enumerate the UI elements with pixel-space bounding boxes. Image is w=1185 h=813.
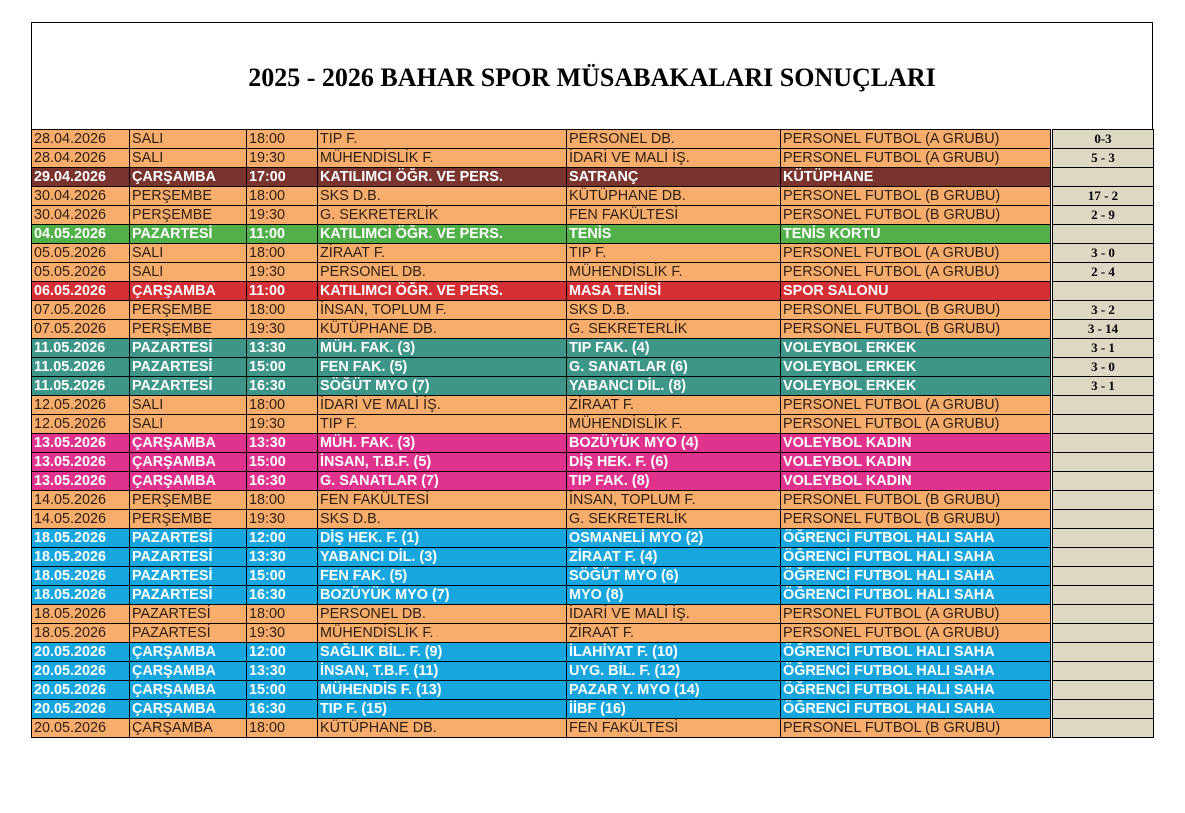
team2-cell: TENİS xyxy=(567,225,781,244)
time-cell: 18:00 xyxy=(247,491,318,510)
category-cell: SPOR SALONU xyxy=(781,282,1051,301)
table-row xyxy=(32,719,1154,738)
time-cell: 18:00 xyxy=(247,130,318,149)
team2-cell: FEN FAKÜLTESİ xyxy=(567,206,781,225)
table-row xyxy=(32,301,1154,320)
date-cell: 12.05.2026 xyxy=(32,396,130,415)
team1-cell: G. SEKRETERLİK xyxy=(318,206,567,225)
score-cell: 2 - 4 xyxy=(1053,263,1154,282)
table-row xyxy=(32,358,1154,377)
date-cell: 28.04.2026 xyxy=(32,130,130,149)
day-cell: PAZARTESİ xyxy=(130,529,247,548)
team1-cell: İDARİ VE MALİ İŞ. xyxy=(318,396,567,415)
score-cell: 5 - 3 xyxy=(1053,149,1154,168)
table-row xyxy=(32,339,1154,358)
category-cell: PERSONEL FUTBOL (A GRUBU) xyxy=(781,149,1051,168)
team2-cell: YABANCI DİL. (8) xyxy=(567,377,781,396)
date-cell: 14.05.2026 xyxy=(32,510,130,529)
team2-cell: İDARİ VE MALİ İŞ. xyxy=(567,149,781,168)
score-cell xyxy=(1053,282,1154,301)
team1-cell: BOZÜYÜK MYO (7) xyxy=(318,586,567,605)
time-cell: 18:00 xyxy=(247,396,318,415)
time-cell: 18:00 xyxy=(247,605,318,624)
table-row xyxy=(32,529,1154,548)
table-row xyxy=(32,700,1154,719)
time-cell: 19:30 xyxy=(247,149,318,168)
day-cell: ÇARŞAMBA xyxy=(130,681,247,700)
team2-cell: BOZÜYÜK MYO (4) xyxy=(567,434,781,453)
category-cell: VOLEYBOL ERKEK xyxy=(781,358,1051,377)
time-cell: 13:30 xyxy=(247,548,318,567)
team1-cell: PERSONEL DB. xyxy=(318,605,567,624)
table-row xyxy=(32,567,1154,586)
table-row xyxy=(32,624,1154,643)
time-cell: 13:30 xyxy=(247,662,318,681)
team1-cell: KÜTÜPHANE DB. xyxy=(318,320,567,339)
team1-cell: MÜH. FAK. (3) xyxy=(318,434,567,453)
team1-cell: MÜH. FAK. (3) xyxy=(318,339,567,358)
time-cell: 11:00 xyxy=(247,225,318,244)
category-cell: PERSONEL FUTBOL (B GRUBU) xyxy=(781,206,1051,225)
score-cell: 3 - 0 xyxy=(1053,358,1154,377)
team1-cell: İNSAN, T.B.F. (11) xyxy=(318,662,567,681)
day-cell: PAZARTESİ xyxy=(130,624,247,643)
team1-cell: SÖĞÜT MYO (7) xyxy=(318,377,567,396)
team1-cell: KATILIMCI ÖĞR. VE PERS. xyxy=(318,225,567,244)
team2-cell: TIP FAK. (4) xyxy=(567,339,781,358)
time-cell: 15:00 xyxy=(247,358,318,377)
team2-cell: OSMANELİ MYO (2) xyxy=(567,529,781,548)
time-cell: 13:30 xyxy=(247,339,318,358)
table-row xyxy=(32,586,1154,605)
day-cell: PAZARTESİ xyxy=(130,605,247,624)
day-cell: ÇARŞAMBA xyxy=(130,472,247,491)
table-row xyxy=(32,244,1154,263)
table-row xyxy=(32,396,1154,415)
date-cell: 05.05.2026 xyxy=(32,244,130,263)
day-cell: PERŞEMBE xyxy=(130,510,247,529)
table-row xyxy=(32,491,1154,510)
day-cell: ÇARŞAMBA xyxy=(130,168,247,187)
table-row xyxy=(32,643,1154,662)
day-cell: PAZARTESİ xyxy=(130,339,247,358)
time-cell: 15:00 xyxy=(247,681,318,700)
category-cell: ÖĞRENCİ FUTBOL HALI SAHA xyxy=(781,567,1051,586)
category-cell: PERSONEL FUTBOL (B GRUBU) xyxy=(781,510,1051,529)
category-cell: VOLEYBOL ERKEK xyxy=(781,339,1051,358)
team1-cell: TIP F. (15) xyxy=(318,700,567,719)
team1-cell: FEN FAK. (5) xyxy=(318,567,567,586)
date-cell: 20.05.2026 xyxy=(32,681,130,700)
date-cell: 20.05.2026 xyxy=(32,700,130,719)
team1-cell: TIP F. xyxy=(318,130,567,149)
team2-cell: İLAHİYAT F. (10) xyxy=(567,643,781,662)
time-cell: 19:30 xyxy=(247,415,318,434)
team1-cell: MÜHENDİS F. (13) xyxy=(318,681,567,700)
team1-cell: FEN FAKÜLTESİ xyxy=(318,491,567,510)
team2-cell: İİBF (16) xyxy=(567,700,781,719)
category-cell: PERSONEL FUTBOL (B GRUBU) xyxy=(781,301,1051,320)
time-cell: 18:00 xyxy=(247,719,318,738)
day-cell: PERŞEMBE xyxy=(130,320,247,339)
team1-cell: PERSONEL DB. xyxy=(318,263,567,282)
date-cell: 11.05.2026 xyxy=(32,358,130,377)
date-cell: 28.04.2026 xyxy=(32,149,130,168)
time-cell: 18:00 xyxy=(247,244,318,263)
category-cell: KÜTÜPHANE xyxy=(781,168,1051,187)
table-row xyxy=(32,472,1154,491)
score-cell xyxy=(1053,548,1154,567)
table-row xyxy=(32,225,1154,244)
team2-cell: G. SANATLAR (6) xyxy=(567,358,781,377)
date-cell: 07.05.2026 xyxy=(32,320,130,339)
table-row xyxy=(32,168,1154,187)
date-cell: 11.05.2026 xyxy=(32,377,130,396)
day-cell: PAZARTESİ xyxy=(130,225,247,244)
team1-cell: MÜHENDİSLİK F. xyxy=(318,624,567,643)
time-cell: 15:00 xyxy=(247,567,318,586)
day-cell: SALI xyxy=(130,244,247,263)
team2-cell: MYO (8) xyxy=(567,586,781,605)
time-cell: 19:30 xyxy=(247,206,318,225)
category-cell: ÖĞRENCİ FUTBOL HALI SAHA xyxy=(781,548,1051,567)
time-cell: 11:00 xyxy=(247,282,318,301)
time-cell: 16:30 xyxy=(247,586,318,605)
team2-cell: TIP FAK. (8) xyxy=(567,472,781,491)
team2-cell: KÜTÜPHANE DB. xyxy=(567,187,781,206)
category-cell: VOLEYBOL KADIN xyxy=(781,472,1051,491)
team1-cell: TIP F. xyxy=(318,415,567,434)
team1-cell: G. SANATLAR (7) xyxy=(318,472,567,491)
score-cell xyxy=(1053,510,1154,529)
category-cell: PERSONEL FUTBOL (B GRUBU) xyxy=(781,187,1051,206)
score-cell: 3 - 0 xyxy=(1053,244,1154,263)
table-row xyxy=(32,510,1154,529)
date-cell: 29.04.2026 xyxy=(32,168,130,187)
team1-cell: KATILIMCI ÖĞR. VE PERS. xyxy=(318,282,567,301)
title-box xyxy=(31,22,1153,129)
team1-cell: İNSAN, TOPLUM F. xyxy=(318,301,567,320)
date-cell: 30.04.2026 xyxy=(32,187,130,206)
day-cell: PERŞEMBE xyxy=(130,206,247,225)
table-row xyxy=(32,149,1154,168)
time-cell: 18:00 xyxy=(247,187,318,206)
date-cell: 07.05.2026 xyxy=(32,301,130,320)
date-cell: 05.05.2026 xyxy=(32,263,130,282)
day-cell: ÇARŞAMBA xyxy=(130,282,247,301)
date-cell: 13.05.2026 xyxy=(32,434,130,453)
date-cell: 20.05.2026 xyxy=(32,662,130,681)
table-row xyxy=(32,187,1154,206)
team1-cell: SKS D.B. xyxy=(318,187,567,206)
time-cell: 19:30 xyxy=(247,624,318,643)
time-cell: 16:30 xyxy=(247,472,318,491)
day-cell: ÇARŞAMBA xyxy=(130,662,247,681)
team2-cell: ZİRAAT F. xyxy=(567,396,781,415)
day-cell: SALI xyxy=(130,396,247,415)
team2-cell: SÖĞÜT MYO (6) xyxy=(567,567,781,586)
score-cell xyxy=(1053,396,1154,415)
results-table xyxy=(31,129,1154,738)
table-row xyxy=(32,662,1154,681)
table-row xyxy=(32,605,1154,624)
score-cell xyxy=(1053,700,1154,719)
time-cell: 19:30 xyxy=(247,510,318,529)
category-cell: PERSONEL FUTBOL (A GRUBU) xyxy=(781,415,1051,434)
score-cell xyxy=(1053,586,1154,605)
date-cell: 04.05.2026 xyxy=(32,225,130,244)
category-cell: PERSONEL FUTBOL (A GRUBU) xyxy=(781,244,1051,263)
category-cell: PERSONEL FUTBOL (A GRUBU) xyxy=(781,605,1051,624)
score-cell xyxy=(1053,453,1154,472)
table-row xyxy=(32,415,1154,434)
time-cell: 19:30 xyxy=(247,263,318,282)
category-cell: ÖĞRENCİ FUTBOL HALI SAHA xyxy=(781,700,1051,719)
day-cell: PAZARTESİ xyxy=(130,548,247,567)
table-row xyxy=(32,130,1154,149)
date-cell: 06.05.2026 xyxy=(32,282,130,301)
date-cell: 18.05.2026 xyxy=(32,529,130,548)
day-cell: SALI xyxy=(130,263,247,282)
date-cell: 20.05.2026 xyxy=(32,719,130,738)
day-cell: ÇARŞAMBA xyxy=(130,434,247,453)
time-cell: 16:30 xyxy=(247,700,318,719)
date-cell: 18.05.2026 xyxy=(32,586,130,605)
score-cell xyxy=(1053,225,1154,244)
table-row xyxy=(32,282,1154,301)
time-cell: 18:00 xyxy=(247,301,318,320)
date-cell: 18.05.2026 xyxy=(32,548,130,567)
category-cell: TENİS KORTU xyxy=(781,225,1051,244)
score-cell: 3 - 14 xyxy=(1053,320,1154,339)
score-cell: 0-3 xyxy=(1053,130,1154,149)
score-cell xyxy=(1053,605,1154,624)
team2-cell: UYG. BİL. F. (12) xyxy=(567,662,781,681)
time-cell: 12:00 xyxy=(247,529,318,548)
team2-cell: ZİRAAT F. xyxy=(567,624,781,643)
table-row xyxy=(32,548,1154,567)
date-cell: 18.05.2026 xyxy=(32,567,130,586)
team1-cell: KATILIMCI ÖĞR. VE PERS. xyxy=(318,168,567,187)
day-cell: SALI xyxy=(130,130,247,149)
score-cell xyxy=(1053,567,1154,586)
score-cell: 3 - 1 xyxy=(1053,339,1154,358)
category-cell: ÖĞRENCİ FUTBOL HALI SAHA xyxy=(781,643,1051,662)
score-cell xyxy=(1053,491,1154,510)
category-cell: VOLEYBOL ERKEK xyxy=(781,377,1051,396)
category-cell: ÖĞRENCİ FUTBOL HALI SAHA xyxy=(781,681,1051,700)
date-cell: 12.05.2026 xyxy=(32,415,130,434)
day-cell: ÇARŞAMBA xyxy=(130,453,247,472)
time-cell: 17:00 xyxy=(247,168,318,187)
date-cell: 13.05.2026 xyxy=(32,472,130,491)
team1-cell: FEN FAK. (5) xyxy=(318,358,567,377)
score-cell xyxy=(1053,472,1154,491)
time-cell: 12:00 xyxy=(247,643,318,662)
score-cell xyxy=(1053,434,1154,453)
time-cell: 19:30 xyxy=(247,320,318,339)
day-cell: SALI xyxy=(130,415,247,434)
team2-cell: SATRANÇ xyxy=(567,168,781,187)
score-cell: 2 - 9 xyxy=(1053,206,1154,225)
day-cell: PAZARTESİ xyxy=(130,586,247,605)
day-cell: PAZARTESİ xyxy=(130,358,247,377)
category-cell: ÖĞRENCİ FUTBOL HALI SAHA xyxy=(781,529,1051,548)
team1-cell: DİŞ HEK. F. (1) xyxy=(318,529,567,548)
table-row xyxy=(32,681,1154,700)
day-cell: PERŞEMBE xyxy=(130,491,247,510)
team2-cell: MASA TENİSİ xyxy=(567,282,781,301)
table-row xyxy=(32,263,1154,282)
score-cell xyxy=(1053,168,1154,187)
table-row xyxy=(32,377,1154,396)
team2-cell: ZİRAAT F. (4) xyxy=(567,548,781,567)
score-cell: 3 - 1 xyxy=(1053,377,1154,396)
score-cell: 17 - 2 xyxy=(1053,187,1154,206)
team2-cell: TIP F. xyxy=(567,244,781,263)
team2-cell: İDARİ VE MALİ İŞ. xyxy=(567,605,781,624)
team1-cell: KÜTÜPHANE DB. xyxy=(318,719,567,738)
team2-cell: G. SEKRETERLİK xyxy=(567,320,781,339)
date-cell: 30.04.2026 xyxy=(32,206,130,225)
date-cell: 20.05.2026 xyxy=(32,643,130,662)
score-cell xyxy=(1053,529,1154,548)
team1-cell: SKS D.B. xyxy=(318,510,567,529)
team1-cell: ZİRAAT F. xyxy=(318,244,567,263)
day-cell: ÇARŞAMBA xyxy=(130,719,247,738)
score-cell xyxy=(1053,624,1154,643)
score-cell xyxy=(1053,643,1154,662)
category-cell: PERSONEL FUTBOL (B GRUBU) xyxy=(781,320,1051,339)
time-cell: 15:00 xyxy=(247,453,318,472)
score-cell xyxy=(1053,415,1154,434)
day-cell: SALI xyxy=(130,149,247,168)
category-cell: PERSONEL FUTBOL (A GRUBU) xyxy=(781,624,1051,643)
category-cell: VOLEYBOL KADIN xyxy=(781,453,1051,472)
category-cell: VOLEYBOL KADIN xyxy=(781,434,1051,453)
day-cell: PAZARTESİ xyxy=(130,567,247,586)
table-row xyxy=(32,206,1154,225)
team2-cell: FEN FAKÜLTESİ xyxy=(567,719,781,738)
time-cell: 16:30 xyxy=(247,377,318,396)
category-cell: PERSONEL FUTBOL (A GRUBU) xyxy=(781,396,1051,415)
team1-cell: MÜHENDİSLİK F. xyxy=(318,149,567,168)
score-cell: 3 - 2 xyxy=(1053,301,1154,320)
page-title: 2025 - 2026 BAHAR SPOR MÜSABAKALARI SONUÇLARI xyxy=(248,63,936,92)
team2-cell: DİŞ HEK. F. (6) xyxy=(567,453,781,472)
day-cell: ÇARŞAMBA xyxy=(130,700,247,719)
day-cell: PERŞEMBE xyxy=(130,187,247,206)
team2-cell: MÜHENDİSLİK F. xyxy=(567,263,781,282)
table-row xyxy=(32,434,1154,453)
category-cell: ÖĞRENCİ FUTBOL HALI SAHA xyxy=(781,662,1051,681)
category-cell: ÖĞRENCİ FUTBOL HALI SAHA xyxy=(781,586,1051,605)
day-cell: PAZARTESİ xyxy=(130,377,247,396)
category-cell: PERSONEL FUTBOL (A GRUBU) xyxy=(781,130,1051,149)
table-row xyxy=(32,320,1154,339)
date-cell: 18.05.2026 xyxy=(32,624,130,643)
category-cell: PERSONEL FUTBOL (B GRUBU) xyxy=(781,491,1051,510)
time-cell: 13:30 xyxy=(247,434,318,453)
date-cell: 13.05.2026 xyxy=(32,453,130,472)
table-row xyxy=(32,453,1154,472)
team1-cell: SAĞLIK BİL. F. (9) xyxy=(318,643,567,662)
team2-cell: PERSONEL DB. xyxy=(567,130,781,149)
score-cell xyxy=(1053,719,1154,738)
date-cell: 11.05.2026 xyxy=(32,339,130,358)
team2-cell: İNSAN, TOPLUM F. xyxy=(567,491,781,510)
date-cell: 14.05.2026 xyxy=(32,491,130,510)
date-cell: 18.05.2026 xyxy=(32,605,130,624)
team2-cell: PAZAR Y. MYO (14) xyxy=(567,681,781,700)
score-cell xyxy=(1053,662,1154,681)
team2-cell: MÜHENDİSLİK F. xyxy=(567,415,781,434)
team1-cell: YABANCI DİL. (3) xyxy=(318,548,567,567)
day-cell: PERŞEMBE xyxy=(130,301,247,320)
team2-cell: G. SEKRETERLİK xyxy=(567,510,781,529)
category-cell: PERSONEL FUTBOL (A GRUBU) xyxy=(781,263,1051,282)
category-cell: PERSONEL FUTBOL (B GRUBU) xyxy=(781,719,1051,738)
score-cell xyxy=(1053,681,1154,700)
day-cell: ÇARŞAMBA xyxy=(130,643,247,662)
team1-cell: İNSAN, T.B.F. (5) xyxy=(318,453,567,472)
team2-cell: SKS D.B. xyxy=(567,301,781,320)
